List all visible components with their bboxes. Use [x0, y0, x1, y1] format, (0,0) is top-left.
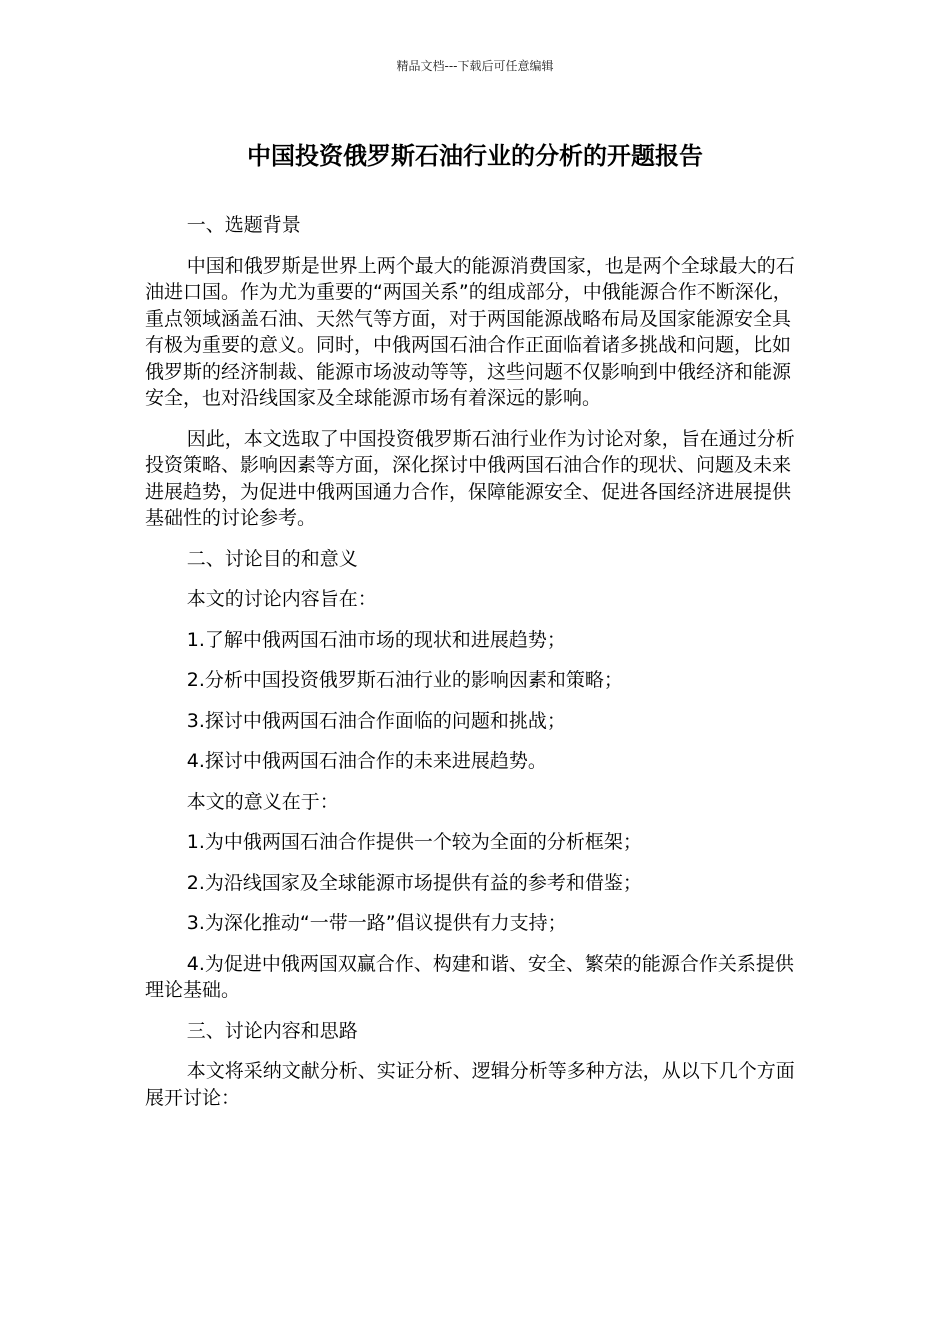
section-heading-purpose: 二、讨论目的和意义 — [186, 547, 358, 570]
list-item: 2.分析中国投资俄罗斯石油行业的影响因素和策略； — [186, 669, 623, 691]
list-item: 1.了解中俄两国石油市场的现状和进展趋势； — [186, 628, 566, 651]
list-item: 2.为沿线国家及全球能源市场提供有益的参考和借鉴； — [186, 871, 642, 894]
list-item: 3.探讨中俄两国石油合作面临的问题和挑战； — [186, 709, 566, 732]
list-item: 3.为深化推动“一带一路”倡议提供有力支持； — [186, 912, 567, 934]
list-item: 4.探讨中俄两国石油合作的未来进展趋势。 — [186, 750, 547, 772]
section-heading-background: 一、选题背景 — [186, 214, 301, 236]
paragraph: 本文将采纳文献分析、实证分析、逻辑分析等多种方法，从以下几个方面展开讨论： — [145, 1060, 795, 1109]
document-title: 中国投资俄罗斯石油行业的分析的开题报告 — [247, 142, 703, 170]
section-heading-content: 三、讨论内容和思路 — [186, 1019, 358, 1042]
paragraph: 中国和俄罗斯是世界上两个最大的能源消费国家，也是两个全球最大的石油进口国。作为尤为重要的“两国关系”的组成部分，中俄能源合作不断深化，重点领域涵盖石油、天然气等方面，对于两国能源战略布局及国家能源安全具有极为重要的意义。同时，中俄两国石油合作正面临着诸多挑战和问题，比如俄罗斯的经济制裁、能源市场波动等等，这些问题不仅影响到中俄经济和能源安全，也对沿线国家及全球能源市场有着深远的影响。 — [145, 254, 795, 409]
list-item: 1.为中俄两国石油合作提供一个较为全面的分析框架； — [186, 831, 642, 853]
paragraph: 因此，本文选取了中国投资俄罗斯石油行业作为讨论对象，旨在通过分析投资策略、影响因素等方面，深化探讨中俄两国石油合作的现状、问题及未来进展趋势，为促进中俄两国通力合作，保障能源安全、促进各国经济进展提供基础性的讨论参考。 — [145, 427, 795, 529]
header-note: 精品文档---下载后可任意编辑 — [396, 59, 554, 73]
document-body — [145, 212, 805, 1125]
paragraph: 本文的讨论内容旨在： — [186, 588, 377, 610]
paragraph: 本文的意义在于： — [186, 790, 339, 813]
list-item: 4.为促进中俄两国双赢合作、构建和谐、安全、繁荣的能源合作关系提供理论基础。 — [145, 952, 794, 1001]
